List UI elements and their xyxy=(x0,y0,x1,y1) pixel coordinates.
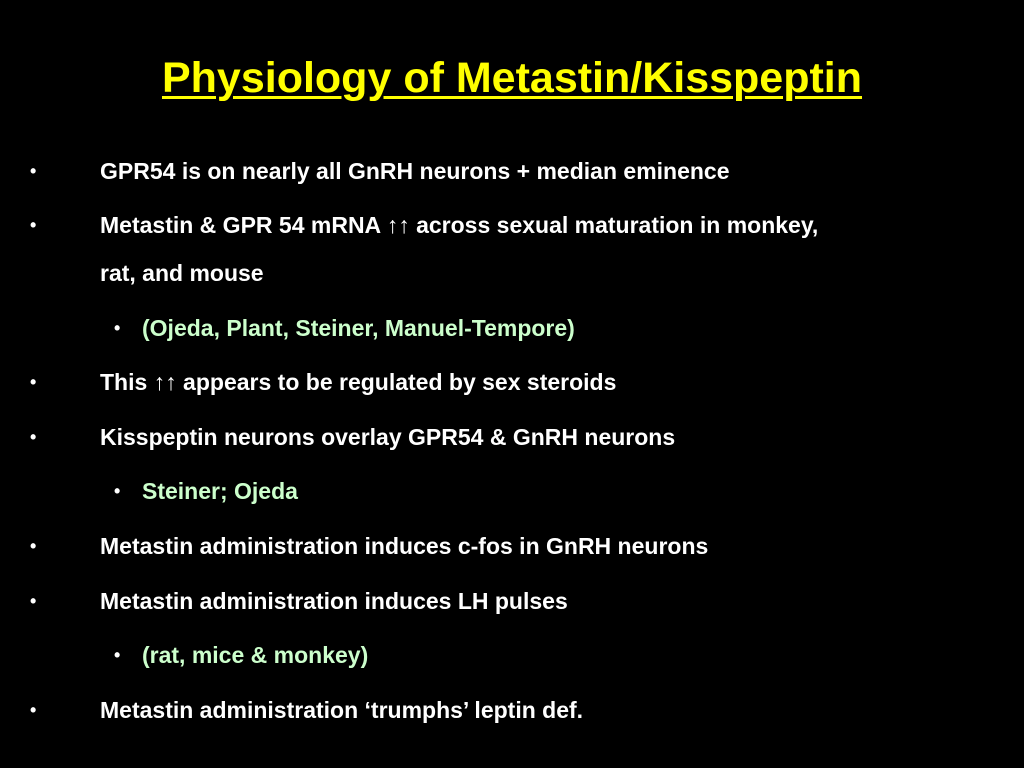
bullet-item xyxy=(30,522,709,570)
bullet-dot: • xyxy=(114,318,121,338)
bullet-dot: • xyxy=(30,161,37,181)
bullet-item xyxy=(30,201,819,249)
slide-title: Physiology of Metastin/Kisspeptin xyxy=(161,54,863,102)
bullet-dot: • xyxy=(30,536,37,556)
sub-bullet-item xyxy=(114,631,369,679)
bullet-item xyxy=(30,147,730,195)
bullet-text: Metastin administration induces c-fos in GnRH neurons xyxy=(100,533,709,559)
bullet-dot: • xyxy=(114,481,121,501)
bullet-item xyxy=(30,358,617,406)
bullet-dot: • xyxy=(30,591,37,611)
bullet-text: Kisspeptin neurons overlay GPR54 & GnRH neurons xyxy=(100,424,676,450)
bullet-item xyxy=(30,577,568,625)
sub-bullet-item xyxy=(114,467,298,515)
bullet-text: Metastin administration ‘trumphs’ leptin def. xyxy=(100,697,584,723)
bullet-text: Metastin & GPR 54 mRNA ↑↑ across sexual maturation in monkey, xyxy=(100,212,819,238)
bullet-dot: • xyxy=(30,700,37,720)
bullet-item xyxy=(30,413,676,461)
bullet-item xyxy=(30,686,584,734)
bullet-dot: • xyxy=(30,372,37,392)
bullet-continuation xyxy=(100,249,264,297)
bullet-dot: • xyxy=(30,215,37,235)
bullet-text: This ↑↑ appears to be regulated by sex steroids xyxy=(100,369,617,395)
sub-bullet-text: (rat, mice & monkey) xyxy=(142,642,369,668)
sub-bullet-text: (Ojeda, Plant, Steiner, Manuel-Tempore) xyxy=(142,315,575,341)
bullet-text: GPR54 is on nearly all GnRH neurons + median eminence xyxy=(100,158,730,184)
bullet-dot: • xyxy=(114,645,121,665)
bullet-text: Metastin administration induces LH pulses xyxy=(100,588,568,614)
sub-bullet-text: Steiner; Ojeda xyxy=(142,478,298,504)
sub-bullet-item xyxy=(114,304,575,352)
bullet-dot: • xyxy=(30,427,37,447)
bullet-text: rat, and mouse xyxy=(100,260,264,286)
